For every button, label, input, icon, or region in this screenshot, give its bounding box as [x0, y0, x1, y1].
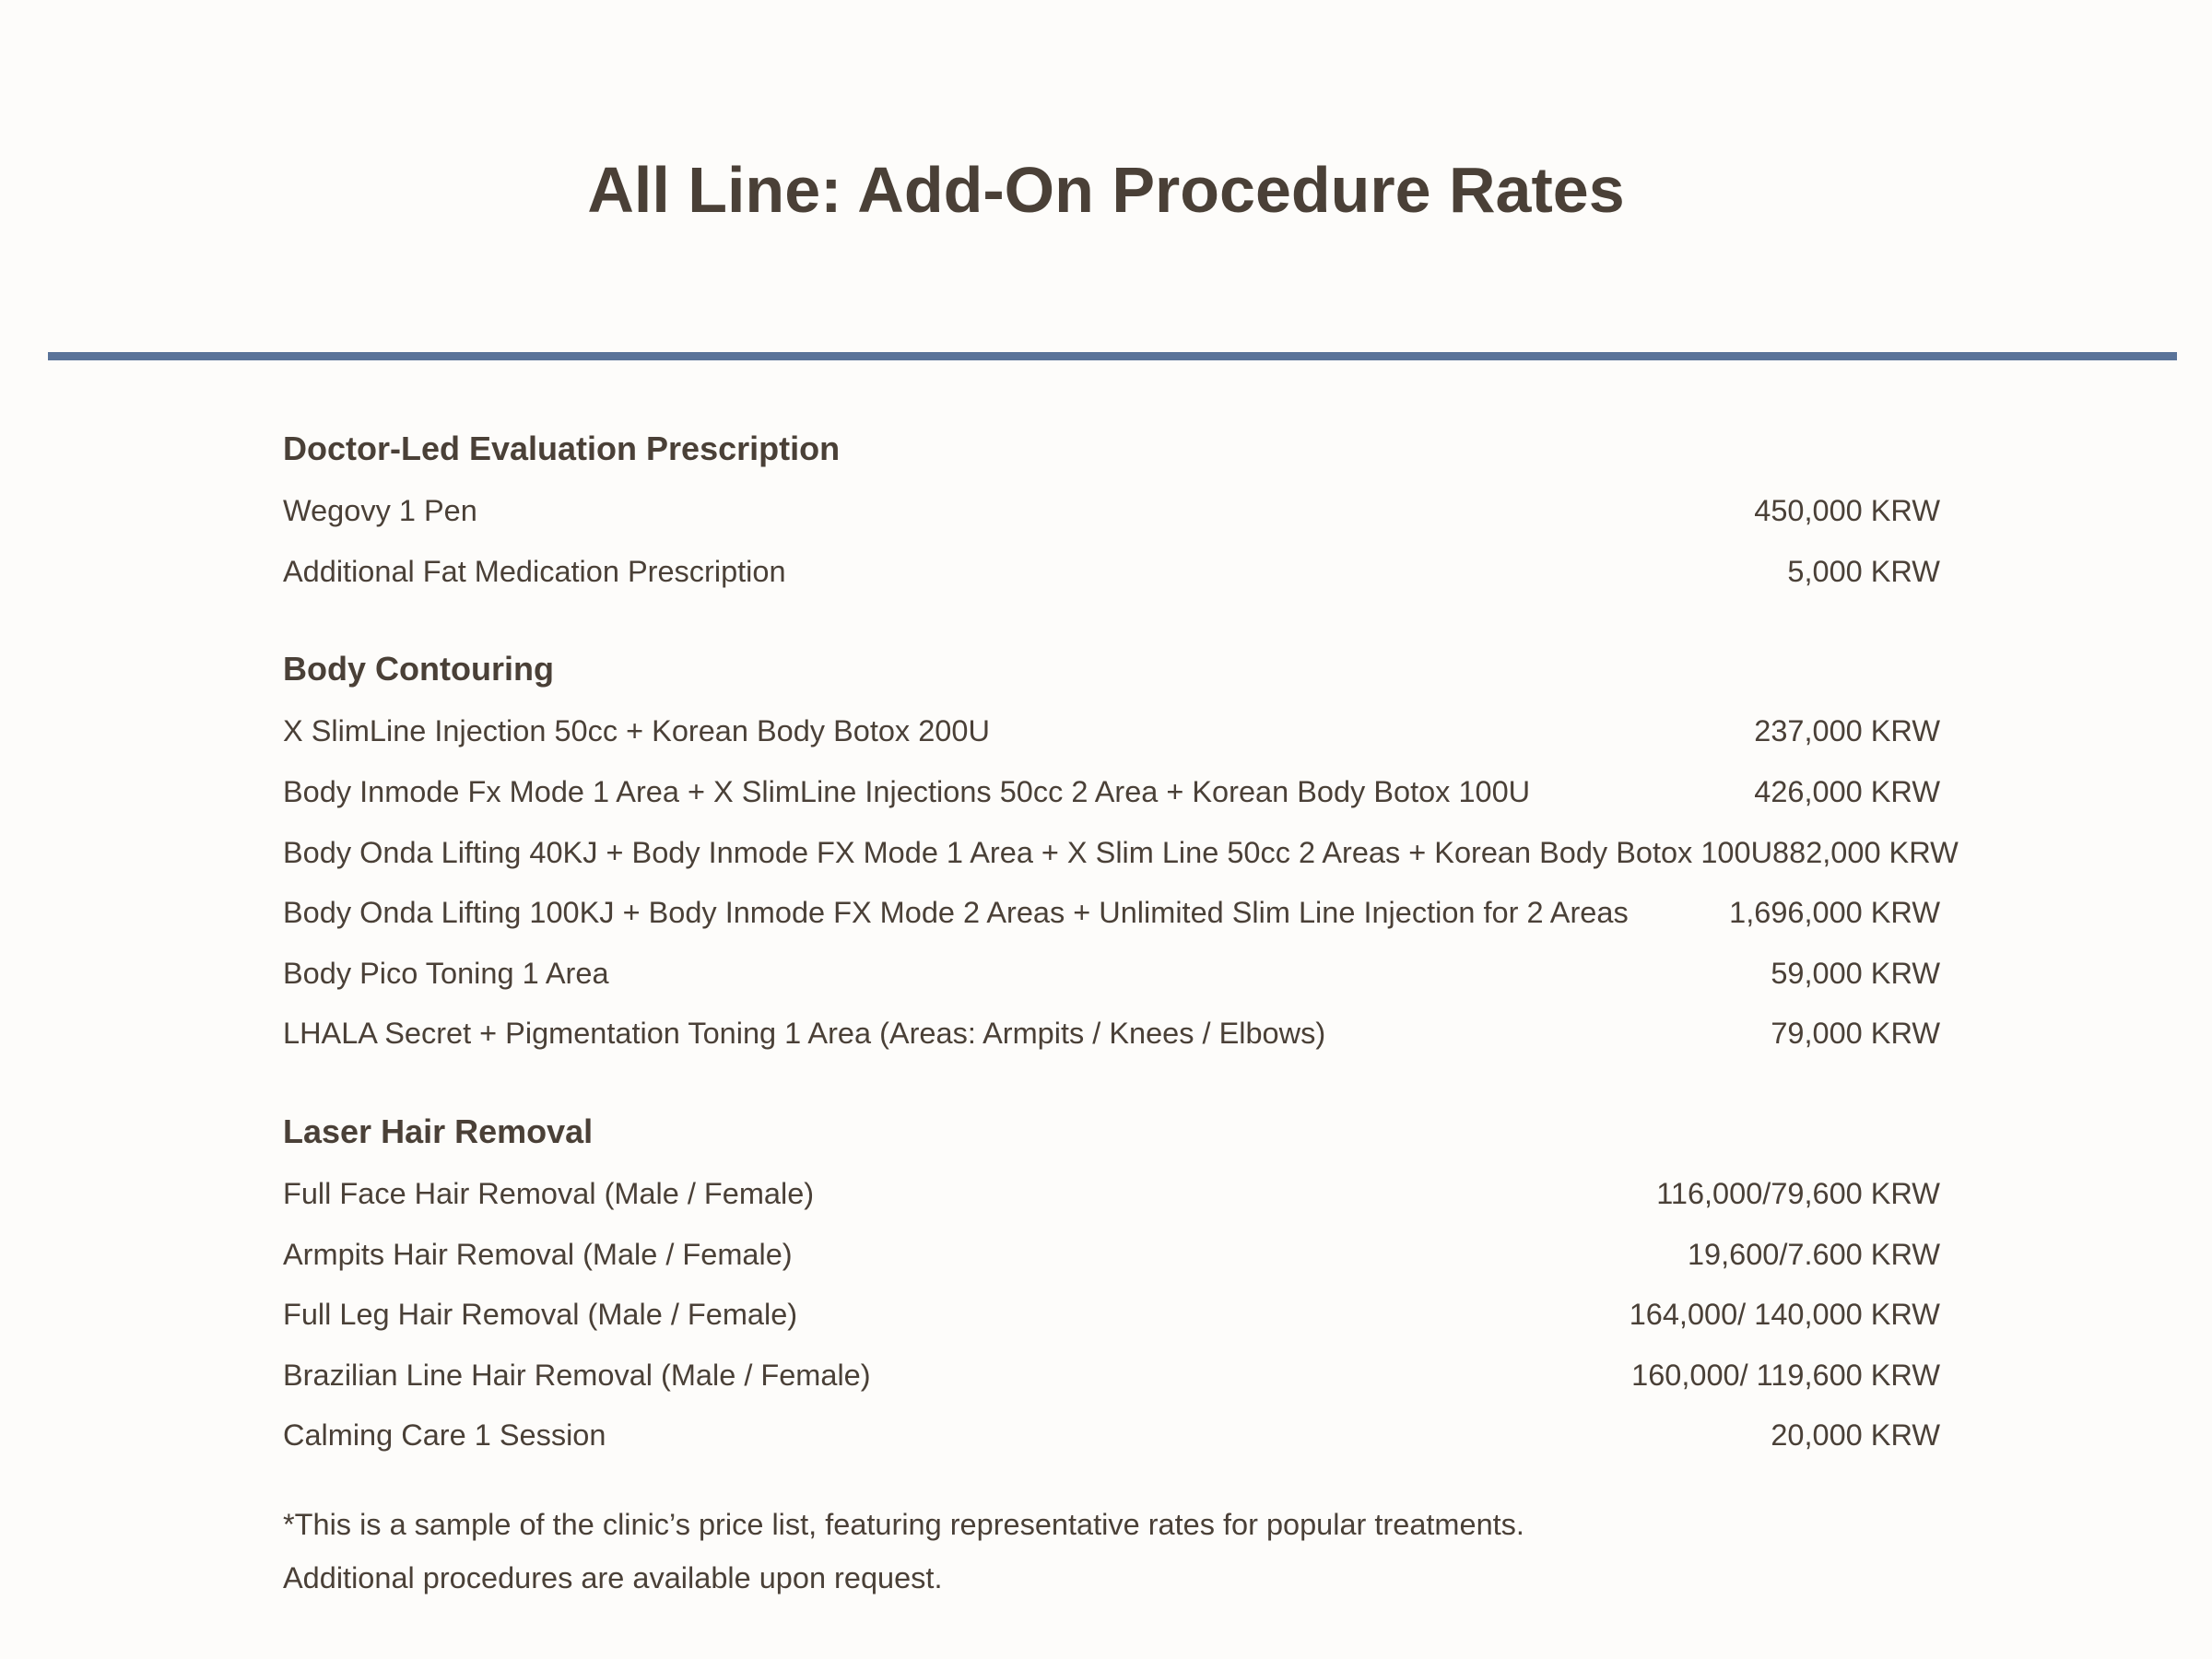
price-row: [283, 481, 1940, 542]
section-title: Laser Hair Removal: [283, 1112, 594, 1150]
item-price: 116,000/79,600 KRW: [1656, 1177, 1940, 1211]
item-price: 1,696,000 KRW: [1729, 896, 1940, 930]
price-row: [283, 944, 1940, 1005]
price-row: [283, 762, 1940, 823]
page-title: All Line: Add-On Procedure Rates: [587, 154, 1625, 226]
item-name: Full Face Hair Removal (Male / Female): [283, 1177, 815, 1211]
item-name: X SlimLine Injection 50cc + Korean Body Botox 200U: [283, 714, 990, 748]
item-price: 882,000 KRW: [1772, 835, 1959, 869]
price-row: [283, 883, 1940, 944]
price-row: [283, 1285, 1940, 1346]
item-price: 237,000 KRW: [1754, 714, 1940, 748]
item-name: Body Onda Lifting 40KJ + Body Inmode FX Mode 1 Area + X Slim Line 50cc 2 Areas + Korean Body Botox 100U: [283, 835, 1773, 869]
item-name: Body Inmode Fx Mode 1 Area + X SlimLine Injections 50cc 2 Area + Korean Body Botox 100U: [283, 775, 1531, 809]
item-price: 5,000 KRW: [1787, 554, 1940, 588]
item-name: Armpits Hair Removal (Male / Female): [283, 1237, 793, 1271]
item-name: Calming Care 1 Session: [283, 1418, 606, 1453]
footnote-line: Additional procedures are available upon request.: [283, 1560, 943, 1594]
price-row: [283, 1224, 1940, 1285]
item-price: 20,000 KRW: [1771, 1418, 1940, 1453]
price-row: [283, 542, 1940, 603]
price-row: [283, 1346, 1940, 1406]
item-name: Body Onda Lifting 100KJ + Body Inmode FX Mode 2 Areas + Unlimited Slim Line Injection for 2 Areas: [283, 896, 1629, 930]
section-title: Body Contouring: [283, 650, 554, 688]
item-price: 426,000 KRW: [1754, 775, 1940, 809]
price-row: [283, 1004, 1940, 1065]
footnote: [283, 1498, 1940, 1605]
price-row: [283, 822, 1959, 883]
item-price: 164,000/ 140,000 KRW: [1629, 1298, 1940, 1332]
item-name: Brazilian Line Hair Removal (Male / Female): [283, 1358, 871, 1392]
price-row: [283, 701, 1940, 762]
section-body-contouring: [283, 641, 1959, 1065]
item-name: Full Leg Hair Removal (Male / Female): [283, 1298, 798, 1332]
item-price: 450,000 KRW: [1754, 494, 1940, 528]
price-row: [283, 1164, 1940, 1225]
item-price: 59,000 KRW: [1771, 956, 1940, 990]
item-price: 79,000 KRW: [1771, 1017, 1940, 1051]
footnote-line: *This is a sample of the clinic’s price list, featuring representative rates for popular treatments.: [283, 1507, 1524, 1541]
item-price: 19,600/7.600 KRW: [1687, 1237, 1940, 1271]
price-list: [283, 420, 1959, 1605]
item-name: Body Pico Toning 1 Area: [283, 956, 609, 990]
price-row: [283, 1406, 1940, 1466]
item-price: 160,000/ 119,600 KRW: [1631, 1358, 1940, 1392]
item-name: LHALA Secret + Pigmentation Toning 1 Area (Areas: Armpits / Knees / Elbows): [283, 1017, 1326, 1051]
section-laser-hair-removal: [283, 1103, 1940, 1466]
section-title: Doctor-Led Evaluation Prescription: [283, 429, 841, 467]
item-name: Additional Fat Medication Prescription: [283, 554, 786, 588]
section-doctor-led-evaluation: [283, 420, 1940, 602]
item-name: Wegovy 1 Pen: [283, 494, 477, 528]
title-divider: [48, 352, 2177, 360]
